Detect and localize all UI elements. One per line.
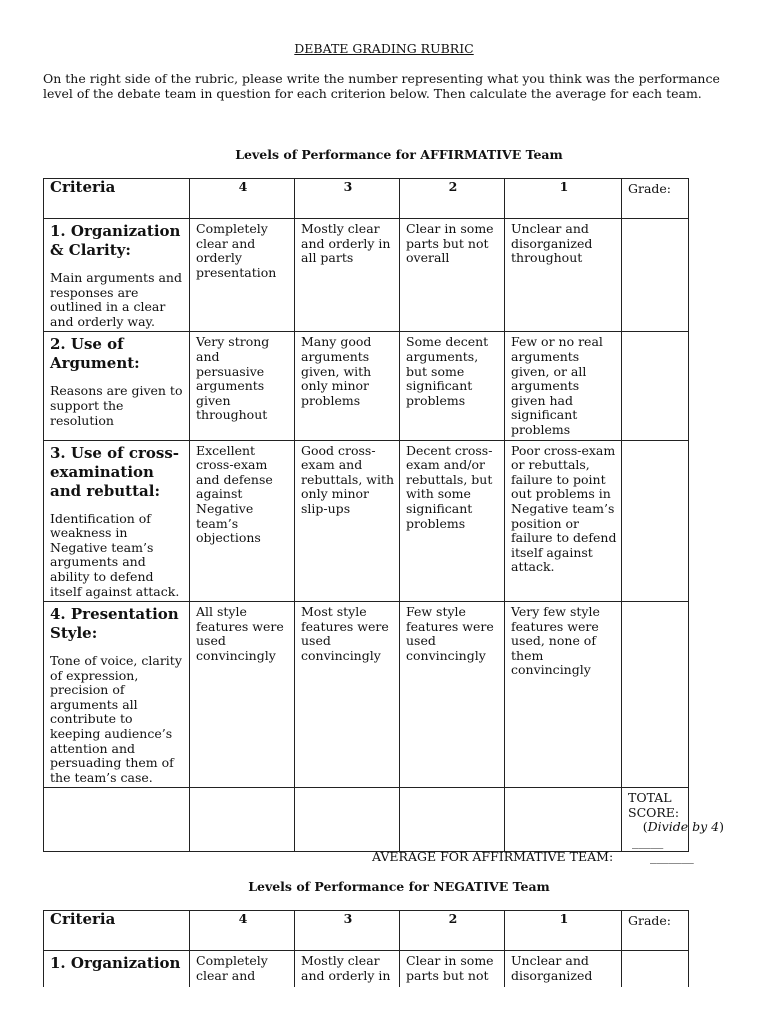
criterion-description: Tone of voice, clarity of expression, precision of arguments all contribute to keeping audience’s attention and persuading them of the team’s case. — [50, 653, 182, 785]
table-row — [44, 951, 689, 988]
level-4-header: 4 — [190, 179, 295, 219]
divide-text: Divide by 4 — [647, 819, 720, 834]
affirmative-heading: Levels of Performance for AFFIRMATIVE Team — [235, 147, 563, 162]
grade-header: Grade: — [622, 911, 689, 951]
level-4-header: 4 — [190, 911, 295, 951]
level-2-header: 2 — [400, 179, 505, 219]
level-2-cell: Decent cross-exam and/or rebuttals, but with some significant problems — [400, 440, 505, 602]
level-3-cell: Many good arguments given, with only minor problems — [295, 332, 400, 440]
level-2-cell: Few style features were used convincingly — [400, 602, 505, 788]
level-1-header: 1 — [505, 179, 622, 219]
grade-cell[interactable] — [622, 951, 689, 988]
divide-prefix: ( — [642, 819, 648, 834]
level-4-cell: All style features were used convincingly — [190, 602, 295, 788]
level-1-cell: Unclear and disorganized throughout — [505, 219, 622, 332]
level-2-header: 2 — [400, 911, 505, 951]
negative-rubric-table — [43, 910, 689, 987]
table-header-row — [44, 911, 689, 951]
criterion-title: 1. Organization — [50, 954, 181, 972]
level-4-cell: Very strong and persuasive arguments given throughout — [190, 332, 295, 440]
level-1-cell: Very few style features were used, none of them convincingly — [505, 602, 622, 788]
average-label: AVERAGE FOR AFFIRMATIVE TEAM: — [372, 849, 614, 864]
document-title: DEBATE GRADING RUBRIC — [294, 41, 474, 56]
level-1-cell: Unclear and disorganized — [505, 951, 622, 988]
criterion-title: 3. Use of cross-examination and rebuttal: — [50, 443, 180, 500]
criterion-title: 1. Organization & Clarity: — [50, 222, 181, 259]
criterion-cell — [44, 951, 190, 988]
total-score-label: TOTAL SCORE: — [628, 790, 680, 821]
level-4-cell: Excellent cross-exam and defense against Negative team’s objections — [190, 440, 295, 602]
negative-heading: Levels of Performance for NEGATIVE Team — [248, 879, 550, 894]
criterion-description: Main arguments and responses are outlined in a clear and orderly way. — [50, 270, 182, 329]
level-3-cell: Good cross-exam and rebuttals, with only minor slip-ups — [295, 440, 400, 602]
grade-header: Grade: — [622, 179, 689, 219]
criteria-header: Criteria — [44, 911, 190, 951]
level-2-cell: Clear in some parts but not overall — [400, 219, 505, 332]
level-1-cell: Poor cross-exam or rebuttals, failure to point out problems in Negative team’s position or failure to defend itself against attack. — [505, 440, 622, 602]
level-2-cell: Some decent arguments, but some significant problems — [400, 332, 505, 440]
divide-suffix: ) — [719, 819, 724, 834]
criterion-title: 2. Use of Argument: — [50, 335, 140, 373]
level-3-cell: Most style features were used convincingly — [295, 602, 400, 788]
level-3-header: 3 — [295, 911, 400, 951]
total-score-blank: _____ — [632, 833, 664, 849]
level-1-header: 1 — [505, 911, 622, 951]
criteria-header: Criteria — [44, 179, 190, 219]
level-3-header: 3 — [295, 179, 400, 219]
level-1-cell: Few or no real arguments given, or all arguments given had significant problems — [505, 332, 622, 440]
level-4-cell: Completely clear and orderly presentation — [190, 219, 295, 332]
average-blank[interactable]: _______ — [650, 849, 694, 864]
level-3-cell: Mostly clear and orderly in all parts — [295, 219, 400, 332]
criterion-title: 4. Presentation Style: — [50, 605, 179, 643]
criterion-description: Reasons are given to support the resolution — [50, 383, 183, 428]
level-3-cell: Mostly clear and orderly in — [295, 951, 400, 988]
level-4-cell: Completely clear and — [190, 951, 295, 988]
level-2-cell: Clear in some parts but not — [400, 951, 505, 988]
instructions-paragraph: On the right side of the rubric, please write the number representing what you think was the performance level of the debate team in question for each criterion below. Then calculate the average for each team. — [43, 71, 720, 101]
criterion-description: Identification of weakness in Negative team’s arguments and ability to defend itself against attack. — [50, 510, 180, 599]
